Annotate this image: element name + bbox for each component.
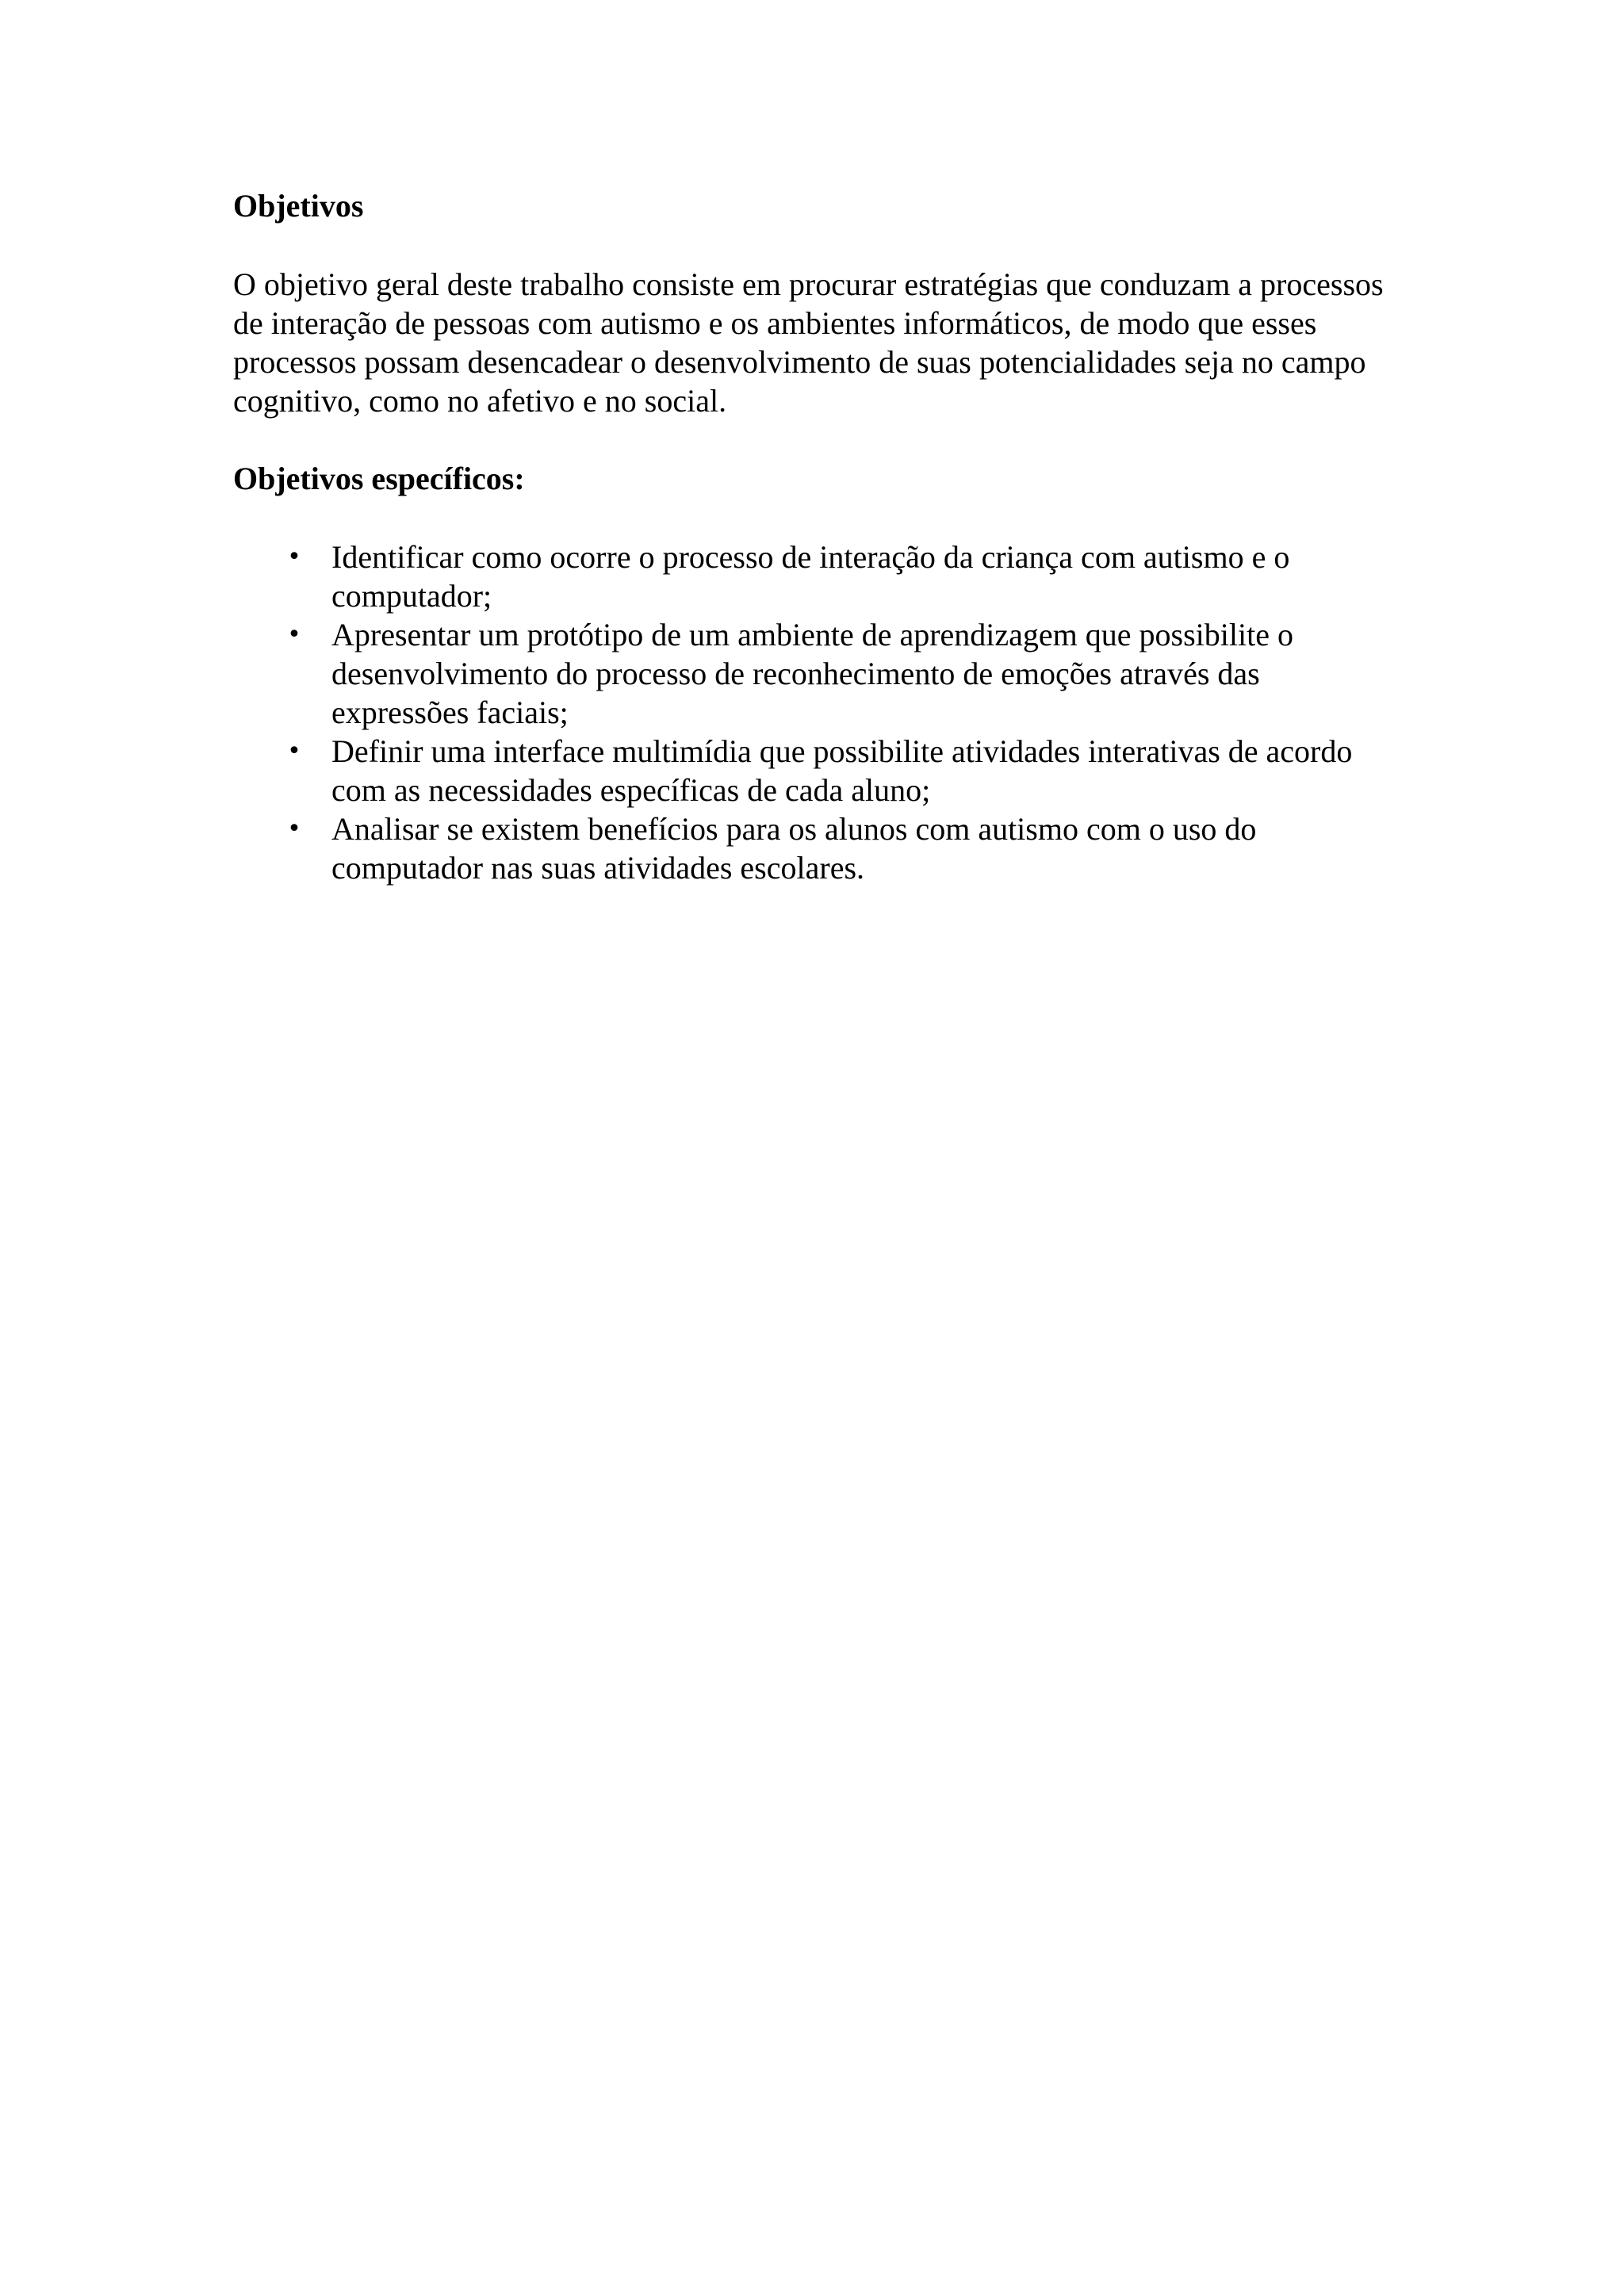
section-heading-objetivos: Objetivos bbox=[233, 188, 364, 224]
document-body bbox=[233, 187, 1399, 887]
bullet-icon: • bbox=[287, 815, 301, 843]
bullet-icon: • bbox=[287, 543, 301, 571]
list-item bbox=[233, 538, 1399, 615]
list-item bbox=[233, 615, 1399, 732]
list-item-text: Definir uma interface multimídia que possibilite atividades interativas de acordo com as necessidades específicas de cada aluno; bbox=[331, 733, 1353, 808]
general-objective-paragraph: O objetivo geral deste trabalho consiste em procurar estratégias que conduzam a processos de interação de pessoas com autismo e os ambientes informáticos, de modo que esses processos possam desencadear o desenvolvimento de suas potencialidades seja no campo cognitivo, como no afetivo e no social. bbox=[233, 266, 1384, 419]
list-item bbox=[233, 732, 1399, 809]
list-item bbox=[233, 809, 1399, 887]
bullet-icon: • bbox=[287, 737, 301, 765]
list-item-text: Analisar se existem benefícios para os alunos com autismo com o uso do computador nas suas atividades escolares. bbox=[331, 811, 1257, 886]
specific-objectives-list bbox=[233, 538, 1399, 887]
list-item-text: Identificar como ocorre o processo de interação da criança com autismo e o computador; bbox=[331, 539, 1290, 614]
section-heading-specific-objectives: Objetivos específicos: bbox=[233, 461, 525, 496]
list-item-text: Apresentar um protótipo de um ambiente de aprendizagem que possibilite o desenvolvimento do processo de reconhecimento de emoções através das expressões faciais; bbox=[331, 617, 1293, 730]
bullet-icon: • bbox=[287, 621, 301, 649]
